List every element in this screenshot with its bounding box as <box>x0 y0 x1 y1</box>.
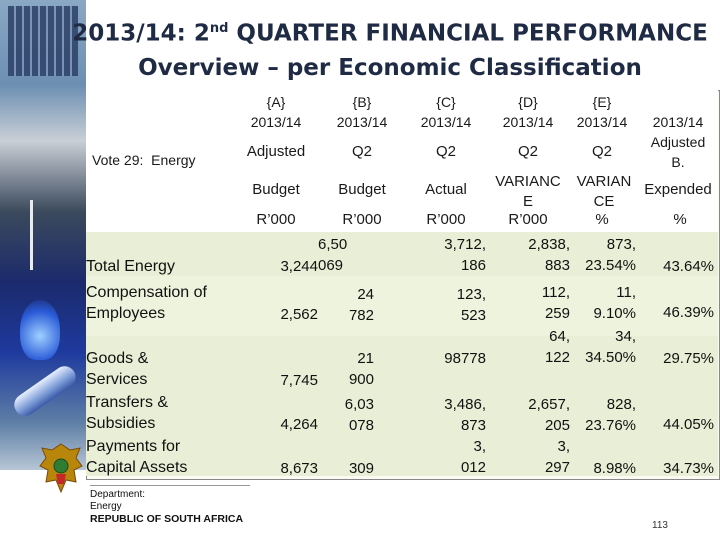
title-line-1: 2013/14: 2nd QUARTER FINANCIAL PERFORMANCE <box>72 20 708 47</box>
title-line-2: Overview – per Economic Classification <box>138 54 642 81</box>
sub2-e: VARIAN CE <box>576 173 632 210</box>
col-header-f: 2013/14 Adjusted B. <box>650 114 706 170</box>
sub2-a: Budget <box>252 181 300 198</box>
cell-goods-d: 64, 122 <box>544 328 570 366</box>
cell-total-d: 2,838, 883 <box>528 236 570 274</box>
cell-total-c: 3,712, 186 <box>444 236 486 274</box>
page-number: 113 <box>652 520 668 531</box>
cell-capital-e: 8.98% <box>593 460 636 477</box>
cell-comp-e: 11, 9.10% <box>593 284 636 322</box>
cell-transfers-c: 3,486, 873 <box>444 396 486 434</box>
unit-f: % <box>673 211 687 228</box>
cell-goods-a: 7,745 <box>280 372 318 389</box>
fuel-rod-image <box>10 362 80 420</box>
vote-label: Vote 29: Energy <box>92 152 196 168</box>
cell-goods-c: 98778 <box>444 350 486 367</box>
cell-transfers-b: 6,03 078 <box>344 396 374 434</box>
unit-b: R’000 <box>342 211 382 228</box>
unit-c: R’000 <box>426 211 466 228</box>
sub2-f: Expended <box>644 181 712 198</box>
wind-turbine-image <box>30 200 33 270</box>
sub1-d: Q2 <box>517 143 538 160</box>
cell-goods-f: 29.75% <box>663 350 714 367</box>
sub2-b: Budget <box>338 181 386 198</box>
cell-total-a: 3,244 <box>280 258 318 275</box>
cell-goods-e: 34, 34.50% <box>585 328 636 366</box>
cell-capital-c: 3, 012 <box>460 438 486 476</box>
cell-transfers-d: 2,657, 205 <box>528 396 570 434</box>
unit-e: % <box>595 211 609 228</box>
cell-capital-a: 8,673 <box>280 460 318 477</box>
col-header-e: {E} 2013/14 <box>576 94 628 130</box>
cell-comp-b: 24 782 <box>348 286 374 324</box>
cell-comp-c: 123, 523 <box>456 286 486 324</box>
col-header-d: {D} 2013/14 <box>502 94 554 130</box>
dept-name: Energy <box>90 501 122 512</box>
cell-total-e: 873, 23.54% <box>585 236 636 274</box>
col-header-c: {C} 2013/14 <box>420 94 472 130</box>
cell-comp-a: 2,562 <box>280 306 318 323</box>
cell-comp-d: 112, 259 <box>541 284 570 322</box>
country-name: REPUBLIC OF SOUTH AFRICA <box>90 513 244 525</box>
row-label-goods-services: Goods & Services <box>86 350 149 388</box>
row-label-capital-assets: Payments for Capital Assets <box>86 438 188 476</box>
gas-flame-image <box>20 300 60 360</box>
col-header-b: {B} 2013/14 <box>336 94 388 130</box>
row-label-total-energy: Total Energy <box>86 258 175 275</box>
sub1-b: Q2 <box>351 143 372 160</box>
cell-transfers-f: 44.05% <box>663 416 714 433</box>
cell-total-b: 6,50 069 <box>318 236 348 274</box>
cell-capital-f: 34.73% <box>663 460 714 477</box>
cell-transfers-a: 4,264 <box>280 416 318 433</box>
cell-capital-d: 3, 297 <box>544 438 570 476</box>
col-header-a: {A} 2013/14 <box>250 94 302 130</box>
coat-of-arms-icon <box>36 440 86 496</box>
cell-capital-b: 309 <box>348 460 374 477</box>
cell-total-f: 43.64% <box>663 258 714 275</box>
sub1-a: Adjusted <box>246 143 306 160</box>
cell-goods-b: 21 900 <box>348 350 374 388</box>
page-title <box>60 12 720 85</box>
sub1-e: Q2 <box>591 143 612 160</box>
row-label-transfers: Transfers & Subsidies <box>86 394 169 432</box>
row-label-compensation: Compensation of Employees <box>86 284 207 322</box>
sub2-d: VARIANC E <box>495 173 561 210</box>
cell-comp-f: 46.39% <box>663 304 714 321</box>
unit-d: R’000 <box>508 211 548 228</box>
department-logo <box>90 485 250 525</box>
sub2-c: Actual <box>425 181 467 198</box>
sub1-c: Q2 <box>435 143 456 160</box>
dept-label: Department: <box>90 489 146 500</box>
cell-transfers-e: 828, 23.76% <box>585 396 636 434</box>
unit-a: R’000 <box>256 211 296 228</box>
